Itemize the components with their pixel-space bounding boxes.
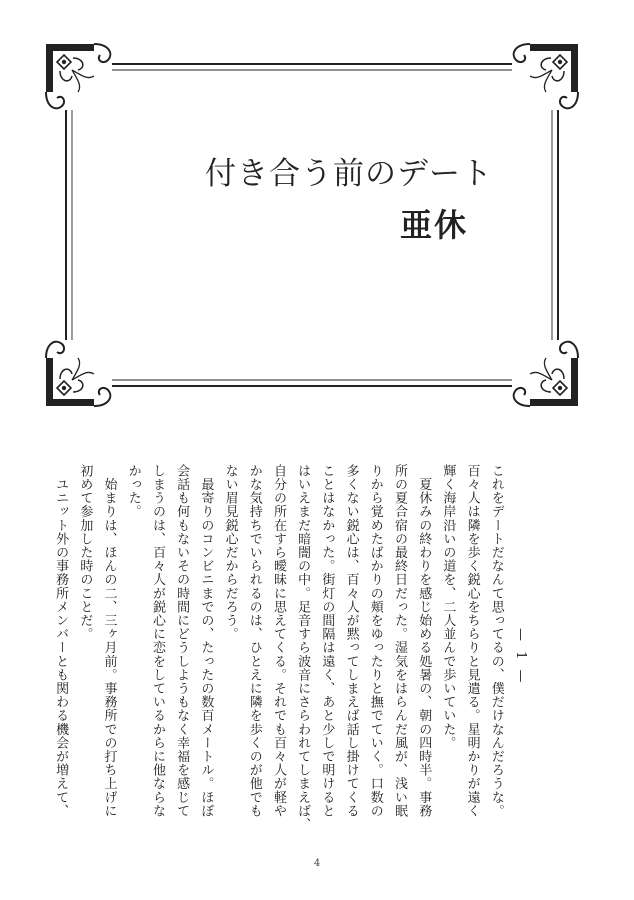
story-title: 付き合う前のデート [205,156,493,192]
page-number: 4 [313,858,321,869]
paragraph-line: ことはなかった。街灯の間隔は遠く、あと少しで明けると [319,464,335,818]
paragraph-line: 最寄りのコンビニまでの、たったの数百メートル。ほぼ [198,464,214,818]
paragraph-line: 輝く海岸沿いの道を、二人並んで歩いていた。 [440,464,456,750]
ornamental-frame [42,40,582,410]
paragraph-line: かな気持ちでいられるのは、ひとえに隣を歩くのが他でも [246,464,262,818]
paragraph-line: 夏休みの終わりを感じ始める処暑の、朝の四時半。事務 [416,464,432,818]
paragraph-line: 百々人は隣を歩く鋭心をちらりと見遣る。星明かりが遠く [464,464,480,818]
paragraph-line: 始まりは、ほんの二、三ヶ月前。事務所での打ち上げに [101,464,117,818]
paragraph-line: はいえまだ暗闇の中。足音すら波音にさらわれてしまえば、 [295,464,311,832]
paragraph-line: 自分の所在すら曖昧に思えてくる。それでも百々人が軽や [270,464,286,818]
paragraph-line: りから覚めたばかりの頬をゆったりと撫でていく。口数の [367,464,383,818]
paragraph-line: これをデートだなんて思ってるの、僕だけなんだろうな。 [488,464,504,818]
paragraph-line: ユニット外の事務所メンバーとも関わる機会が増えて、 [53,464,69,818]
chapter-marker: — 1 — [513,627,528,686]
paragraph-line: 会話も何もないその時間にどうしようもなく幸福を感じて [174,464,190,818]
paragraph-line: 所の夏合宿の最終日だった。湿気をはらんだ風が、浅い眠 [391,464,407,818]
vertical-body-text [53,464,532,849]
author-name: 亜休 [400,206,469,244]
paragraph-line: ない眉見鋭心だからだろう。 [222,464,238,641]
paragraph-line: 初めて参加した時のことだ。 [77,464,93,641]
paragraph-line: しまうのは、百々人が鋭心に恋をしているからに他ならな [149,464,165,818]
paragraph-line: かった。 [125,464,141,519]
paragraph-line: 多くない鋭心は、百々人が黙ってしまえば話し掛けてくる [343,464,359,818]
